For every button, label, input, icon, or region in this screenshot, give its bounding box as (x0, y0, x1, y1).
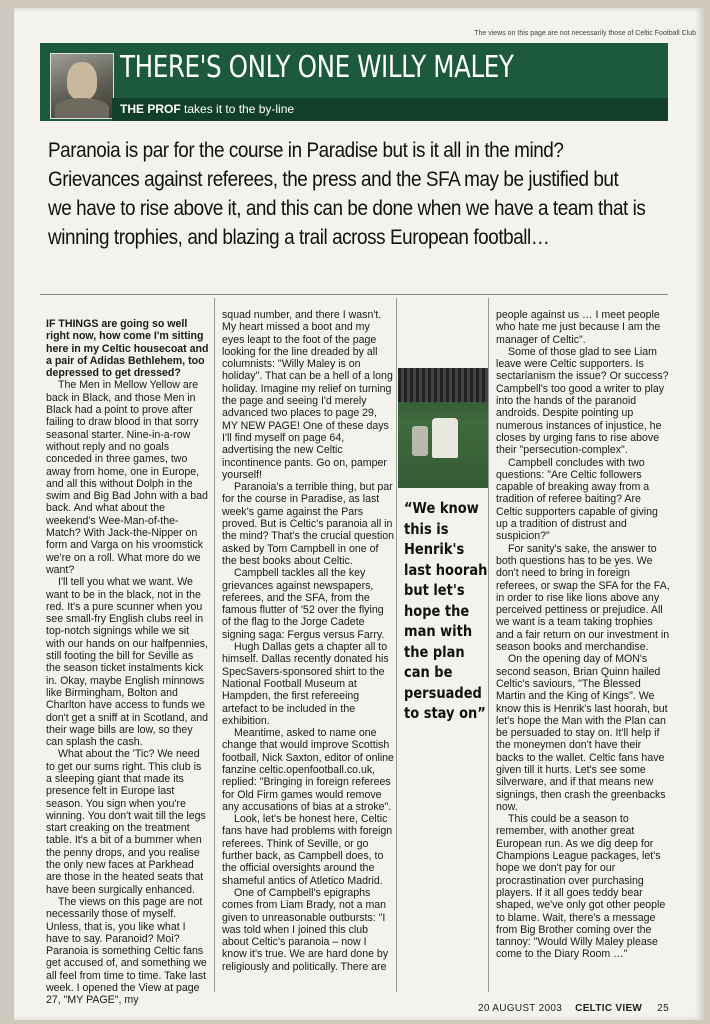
paragraph: What about the 'Tic? We need to get our sums right. This club is a sleeping giant that made its presence felt in Europe last season. You sign when you're winning. You don't wait till the legs start creaking on the treatment table. It's a bit of a bummer when the penny drops, and you realise the only new faces at Parkhead are those in the heated seats that have been surgically enhanced. (46, 748, 206, 896)
headline: THERE'S ONLY ONE WILLY MALEY (120, 50, 514, 85)
paragraph: Look, let's be honest here, Celtic fans have had problems with foreign referees. Think of Seville, or go further back, as Campbell does, to the official oversights around the shameful antics of Atletico Madrid. (222, 813, 393, 887)
paragraph: The views on this page are not necessarily those of myself. Unless, that is, you like what I have to say. Paranoid? Moi? Paranoia is something Celtic fans get accused of, and something we all feel from time to time. Take last week. I opened the View at page 27, "MY PAGE", my (46, 895, 207, 1007)
article-column-3 (496, 309, 670, 961)
disclaimer: The views on this page are not necessarily those of Celtic Football Club (474, 30, 696, 37)
author-shoulders (55, 98, 109, 118)
column-divider (488, 298, 489, 992)
paragraph: squad number, and there I wasn't. My heart missed a boot and my eyes leapt to the foot of the page looking for the line dreaded by all columnists: "Willy Maley is on holiday". That can be a hell of a long holiday. Imagine my relief on turning the page and seeing I'd merely advanced two places to page 29, MY NEW PAGE! One of these days I'll find myself on page 64, advertising the new Celtic incontinence pants. Go on, pamper yourself! (222, 309, 393, 481)
player-figure (432, 418, 458, 458)
page-footer (478, 1003, 669, 1014)
title-banner (40, 43, 668, 121)
paragraph: Campbell tackles all the key grievances against newspapers, referees, and the SFA, from the famous flutter of '52 over the flying of the flag to the Jorge Cadete signing saga: Fergus versus Farry. (222, 567, 385, 641)
pull-quote: “We know this is Henrik's last hoorah but let's hope the man with the plan can be persuaded to stay on” (404, 499, 488, 722)
byline-text: takes it to the by-line (180, 102, 295, 116)
column-divider (214, 298, 215, 992)
publication-name: CELTIC VIEW (575, 1003, 643, 1014)
paragraph: Hugh Dallas gets a chapter all to himself. Dallas recently donated his SpecSavers-sponsored shirt to the National Football Museum at Hampden, the first refereeing artefact to be included in the exhibition. (222, 641, 389, 727)
page-number: 25 (657, 1003, 670, 1014)
paragraph: For sanity's sake, the answer to both questions has to be yes. We don't need to bring in foreign referees, or swap the SFA for the FA, in order to rise like lions above any perceived pettiness or prejudice. All we want is a team taking trophies and a fair return on our investment in season books and merchandise. (496, 542, 670, 654)
byline-author: THE PROF (120, 102, 181, 116)
pull-quote-column (398, 300, 488, 994)
paragraph: This could be a season to remember, with another great European run. As we dig deep for Champions League packages, let's hope we don't pay for our procrastination over purchasing players. If it all goes teddy bear shaped, we've only got other people to blame. Wait, there's a message from Big Brother coming over the tannoy: "Would Willy Maley please come to the Diary Room …" (496, 813, 666, 961)
article-column-1 (46, 318, 210, 1007)
crowd-background (398, 368, 488, 402)
paragraph: One of Campbell's epigraphs comes from Liam Brady, not a man given to unreasonable outbursts: "I was told when I joined this club about Celtic's paranoia – now I know it's true. We are hard done by religiously and politically. There are (222, 886, 389, 973)
issue-date: 20 AUGUST 2003 (478, 1003, 563, 1014)
paragraph: people against us … I meet people who hate me just because I am the manager of Celtic". (496, 309, 661, 346)
author-face (67, 62, 97, 100)
paragraph: Some of those glad to see Liam leave were Celtic supporters. Is sectarianism the issue? Or success? Campbell's too good a writer to play into the hands of the paranoid androids. Despite pointing up numerous instances of injustice, he closes by urging fans to rise above their "persecution-complex". (496, 345, 669, 457)
paragraph: Paranoia's a terrible thing, but par for the course in Paradise, as last week's game against the Pars proved. But is Celtic's paranoia all in the mind? That's the crucial question asked by Tom Campbell in one of the best books about Celtic. (222, 481, 395, 567)
paragraph: Campbell concludes with two questions: "Are Celtic followers capable of breaking away from a tradition of referee baiting? Are Celtic supporters capable of giving up a tradition of distrust and suspicion?" (496, 456, 658, 543)
author-photo (50, 53, 114, 119)
article-column-2 (222, 309, 394, 973)
paragraph: The Men in Mellow Yellow are back in Black, and those Men in Black had a point to prove after failing to draw blood in that sorry seasonal starter. Nine-in-a-row without reply and no goals conceded in three games, two away from home, one in Europe, and all this without Dolph in the swim and Big Bad John with a bad back. And what about the weekend's Wee-Man-of-the-Match? With Jack-the-Nipper on form and Varga on his vroomstick we're on a roll. What more do we want? (46, 379, 208, 576)
match-photo (398, 368, 488, 488)
standfirst-text: Paranoia is par for the course in Paradise but is it all in the mind? Grievances against referees, the press and the SFA may be justified but we have to rise above it, and this can be done when we have a team that is winning trophies, and blazing a trail across European football… (48, 138, 646, 249)
paragraph: On the opening day of MON's second season, Brian Quinn hailed Celtic's saviours, "The Blessed Martin and the King of Kings". We know this is Henrik's last hoorah, but let's hope the Man with the Plan can be persuaded to stay on. It'll help if the moneymen don't have their backs to the wallet. Celtic fans have given till it hurts. Let's see some silverware, and if that means new signings, then crash the greenbacks now. (496, 653, 668, 813)
byline-bar (112, 98, 668, 121)
paragraph: I'll tell you what we want. We want to be in the black, not in the red. It's a pure scunner when you see small-fry English clubs reel in top-notch signings while we sit with our hands on our halfpennies, still footing the bill for Seville as the season ticket instalments kick in. Okay, maybe English minnows like Birmingham, Bolton and Charlton have access to funds we don't get a sniff at in Scotland, and their wage bills are low, so they can splash the cash. (46, 576, 209, 749)
player-figure (412, 426, 428, 456)
byline (120, 102, 294, 116)
column-divider (396, 298, 397, 992)
standfirst (48, 124, 654, 294)
paragraph: Meantime, asked to name one change that would improve Scottish football, Nick Saxton, editor of online fanzine celtic.openfootball.co.uk, replied: "Bringing in foreign referees for Old Firm games would remove any accusations of bias at a stroke". (222, 727, 394, 813)
lead-paragraph: IF THINGS are going so well right now, how come I'm sitting here in my Celtic housecoat and a pair of Adidas Bethlehem, too depressed to get dressed? (46, 318, 209, 380)
